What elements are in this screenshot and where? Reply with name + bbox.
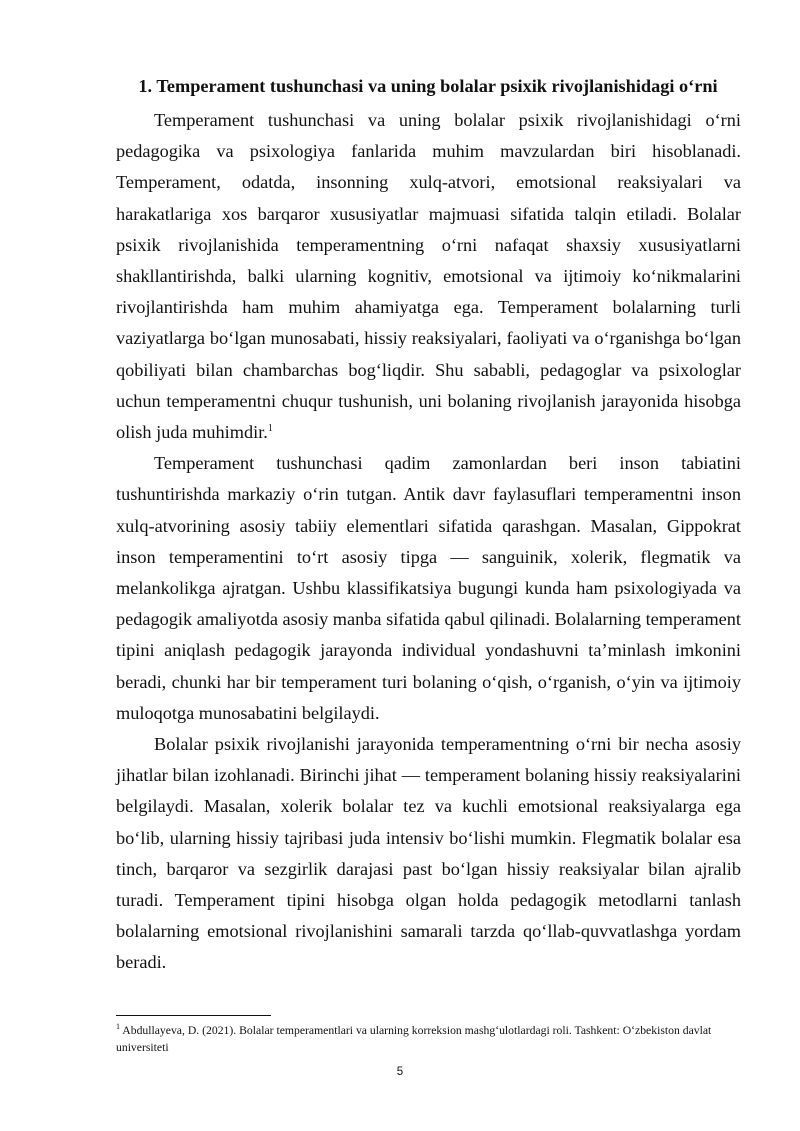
paragraph-2: Temperament tushunchasi qadim zamonlardan beri inson tabiatini tushuntirishda markaziy o‘rin tutgan. Antik davr faylasuflari temperamentni inson xulq-atvorining asosiy tabiiy elementlari sifatida qarashgan. Masalan, Gippokrat inson temperamentini to‘rt asosiy tipga — sanguinik, xolerik, flegmatik va melankolikga ajratgan. Ushbu klassifikatsiya bugungi kunda ham psixologiyada va pedagogik amaliyotda asosiy manba sifatida qabul qilinadi. Bolalarning temperament tipini aniqlash pedagogik jarayonda individual yondashuvni ta’minlash imkonini beradi, chunki har bir temperament turi bolaning o‘qish, o‘rganish, o‘yin va ijtimoiy muloqotga munosabatini belgilaydi.	[116, 453, 741, 723]
footnote-text: Abdullayeva, D. (2021). Bolalar temperamentlari va ularning korreksion mashg‘ulotlardagi roli. Tashkent: O‘zbekiston davlat universiteti	[116, 1024, 712, 1054]
section-heading: 1. Temperament tushunchasi va uning bolalar psixik rivojlanishidagi o‘rni	[138, 76, 718, 96]
paragraph-1-text: Temperament tushunchasi va uning bolalar psixik rivojlanishidagi o‘rni pedagogika va psixologiya fanlarida muhim mavzulardan biri hisoblanadi. Temperament, odatda, insonning xulq-atvori, emotsional reaksiyalari va harakatlariga xos barqaror xususiyatlar majmuasi sifatida talqin etiladi. Bolalar psixik rivojlanishida temperamentning o‘rni nafaqat shaxsiy xususiyatlarni shakllantirishda, balki ularning kognitiv, emotsional va ijtimoiy ko‘nikmalarini rivojlantirishda ham muhim ahamiyatga ega. Temperament bolalarning turli vaziyatlarga bo‘lgan munosabati, hissiy reaksiyalari, faoliyati va o‘rganishga bo‘lgan qobiliyati bilan chambarchas bog‘liqdir. Shu sababli, pedagoglar va psixologlar uchun temperamentni chuqur tushunish, uni bolaning rivojlanish jarayonida hisobga olish juda muhimdir.	[116, 110, 741, 443]
paragraph-1	[116, 105, 741, 448]
body-text	[116, 105, 741, 979]
footnote-number: 1	[116, 1022, 120, 1032]
footnote-separator	[116, 1015, 271, 1016]
footnote	[116, 1022, 736, 1056]
footnote-reference[interactable]: 1	[267, 422, 273, 434]
page-number: 5	[396, 1066, 404, 1078]
paragraph-3: Bolalar psixik rivojlanishi jarayonida temperamentning o‘rni bir necha asosiy jihatlar bilan izohlanadi. Birinchi jihat — temperament bolaning hissiy reaksiyalarini belgilaydi. Masalan, xolerik bolalar tez va kuchli emotsional reaksiyalarga ega bo‘lib, ularning hissiy tajribasi juda intensiv bo‘lishi mumkin. Flegmatik bolalar esa tinch, barqaror va sezgirlik darajasi past bo‘lgan hissiy reaksiyalar bilan ajralib turadi. Temperament tipini hisobga olgan holda pedagogik metodlarni tanlash bolalarning emotsional rivojlanishini samarali tarzda qo‘llab-quvvatlashga yordam beradi.	[116, 734, 741, 973]
